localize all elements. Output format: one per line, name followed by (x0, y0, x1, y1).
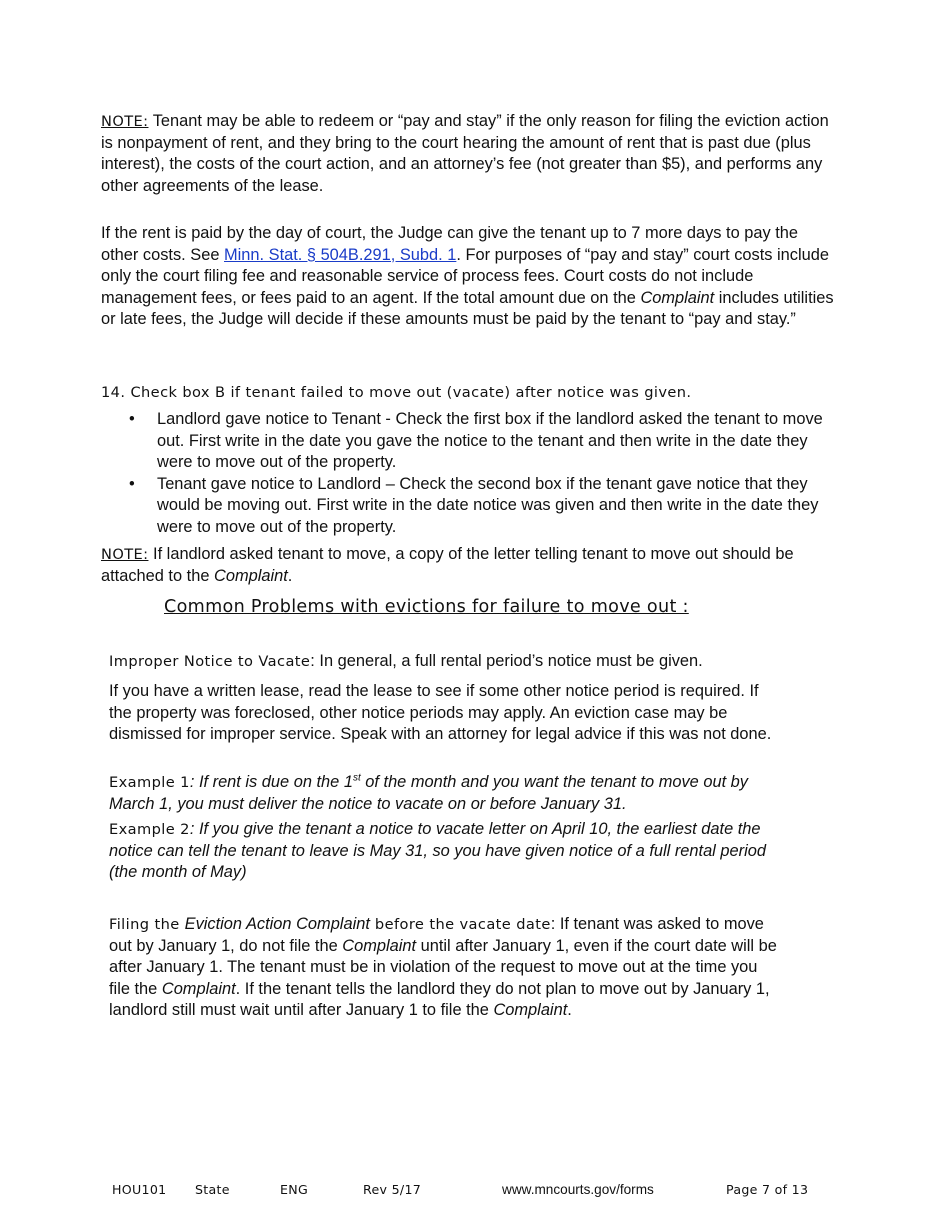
item-14-heading: 14. Check box B if tenant failed to move out (vacate) after notice was given. (101, 384, 692, 401)
superscript: st (352, 772, 361, 784)
improper-notice-label: Improper Notice to Vacate (109, 653, 311, 670)
filing-label-italic: Eviction Action Complaint (184, 915, 370, 933)
note-label: NOTE: (101, 546, 149, 563)
improper-notice-text: : In general, a full rental period’s notice must be given. (310, 652, 703, 670)
example-label: Example 1 (109, 774, 190, 791)
filing-before-vacate-paragraph (109, 914, 779, 1022)
example-label: Example 2 (109, 821, 190, 838)
footer-state: State (195, 1182, 230, 1197)
bullet-marker: • (129, 410, 135, 428)
rent-text-pre: If the rent is paid by the day of court, the Judge can give the tenant up to 7 more days to pay the other costs. See (101, 224, 799, 264)
note-end: . (287, 566, 293, 585)
example-text: : If you give the tenant a notice to vacate letter on April 10, the earliest date the notice can tell the tenant to leave is May 31, so you have given notice of a full rental period (the month of May) (109, 820, 766, 881)
footer-revision: Rev 5/17 (363, 1182, 422, 1197)
note-pay-and-stay (101, 111, 837, 197)
note-letter-attached (101, 544, 837, 587)
footer-form-id: HOU101 (112, 1182, 167, 1197)
complaint-term: Complaint (493, 1001, 568, 1019)
rent-paid-paragraph (101, 223, 837, 331)
notice-bullet-list (101, 409, 831, 538)
filing-text: : If tenant was asked to move out by January 1, do not file the (109, 915, 764, 955)
example-text-post: of the month and you want the tenant to move out by March 1, you must deliver the notice to vacate on or before January 31. (109, 773, 748, 813)
footer-page-number: Page 7 of 13 (726, 1182, 809, 1197)
example-1 (109, 772, 779, 815)
footer-url: www.mncourts.gov/forms (502, 1182, 654, 1197)
improper-notice-paragraph (109, 651, 779, 673)
rent-text-post: includes utilities or late fees, the Judge will decide if these amounts must be paid by the tenant to “pay and stay.” (101, 288, 834, 328)
bullet-text: Landlord gave notice to Tenant - Check the first box if the landlord asked the tenant to move out. First write in the date you gave the notice to the tenant and then write in the date they were to move out of the property. (157, 410, 823, 471)
complaint-term: Complaint (214, 566, 288, 585)
written-lease-paragraph: If you have a written lease, read the lease to see if some other notice period is required. If the property was foreclosed, other notice periods may apply. An eviction case may be dismissed for improper service. Speak with an attorney for legal advice if this was not done. (109, 682, 772, 743)
list-item (101, 409, 831, 474)
filing-label-post: before the vacate date (369, 916, 551, 933)
filing-text: until after January 1, even if the court date will be after January 1. The tenant must be in violation of the request to move out at the time you file the (109, 936, 777, 998)
bullet-text: Tenant gave notice to Landlord – Check the second box if the tenant gave notice that they would be moving out. First write in the date notice was given and then write in the date they were to move out of the property. (157, 474, 819, 536)
example-2 (109, 819, 779, 884)
filing-text: . (567, 1001, 572, 1019)
complaint-term: Complaint (342, 936, 417, 955)
footer-language: ENG (280, 1182, 309, 1197)
complaint-term: Complaint (640, 288, 715, 307)
bullet-marker: • (129, 474, 135, 493)
filing-text: . If the tenant tells the landlord they do not plan to move out by January 1, landlord still must wait until after January 1 to file the (109, 979, 770, 1019)
complaint-term: Complaint (161, 979, 236, 998)
section-heading: Common Problems with evictions for failure to move out : (164, 597, 689, 617)
example-text-pre: : If rent is due on the 1 (189, 773, 353, 791)
filing-label-pre: Filing the (109, 916, 185, 933)
rent-text-mid: . For purposes of “pay and stay” court costs include only the court filing fee and reasonable service of process fees. Court costs do not include management fees, or fees paid to an agent. If the total amount due on the (101, 245, 829, 307)
statute-link[interactable]: Minn. Stat. § 504B.291, Subd. 1 (224, 245, 457, 264)
list-item (101, 474, 831, 539)
note-text: If landlord asked tenant to move, a copy of the letter telling tenant to move out should be attached to the (101, 545, 794, 585)
note-label: NOTE: (101, 113, 149, 130)
note-text: Tenant may be able to redeem or “pay and stay” if the only reason for filing the eviction action is nonpayment of rent, and they bring to the court hearing the amount of rent that is past due (plus interest), the costs of the court action, and an attorney’s fee (not greater than $5), and performs any other agreements of the lease. (101, 112, 829, 195)
